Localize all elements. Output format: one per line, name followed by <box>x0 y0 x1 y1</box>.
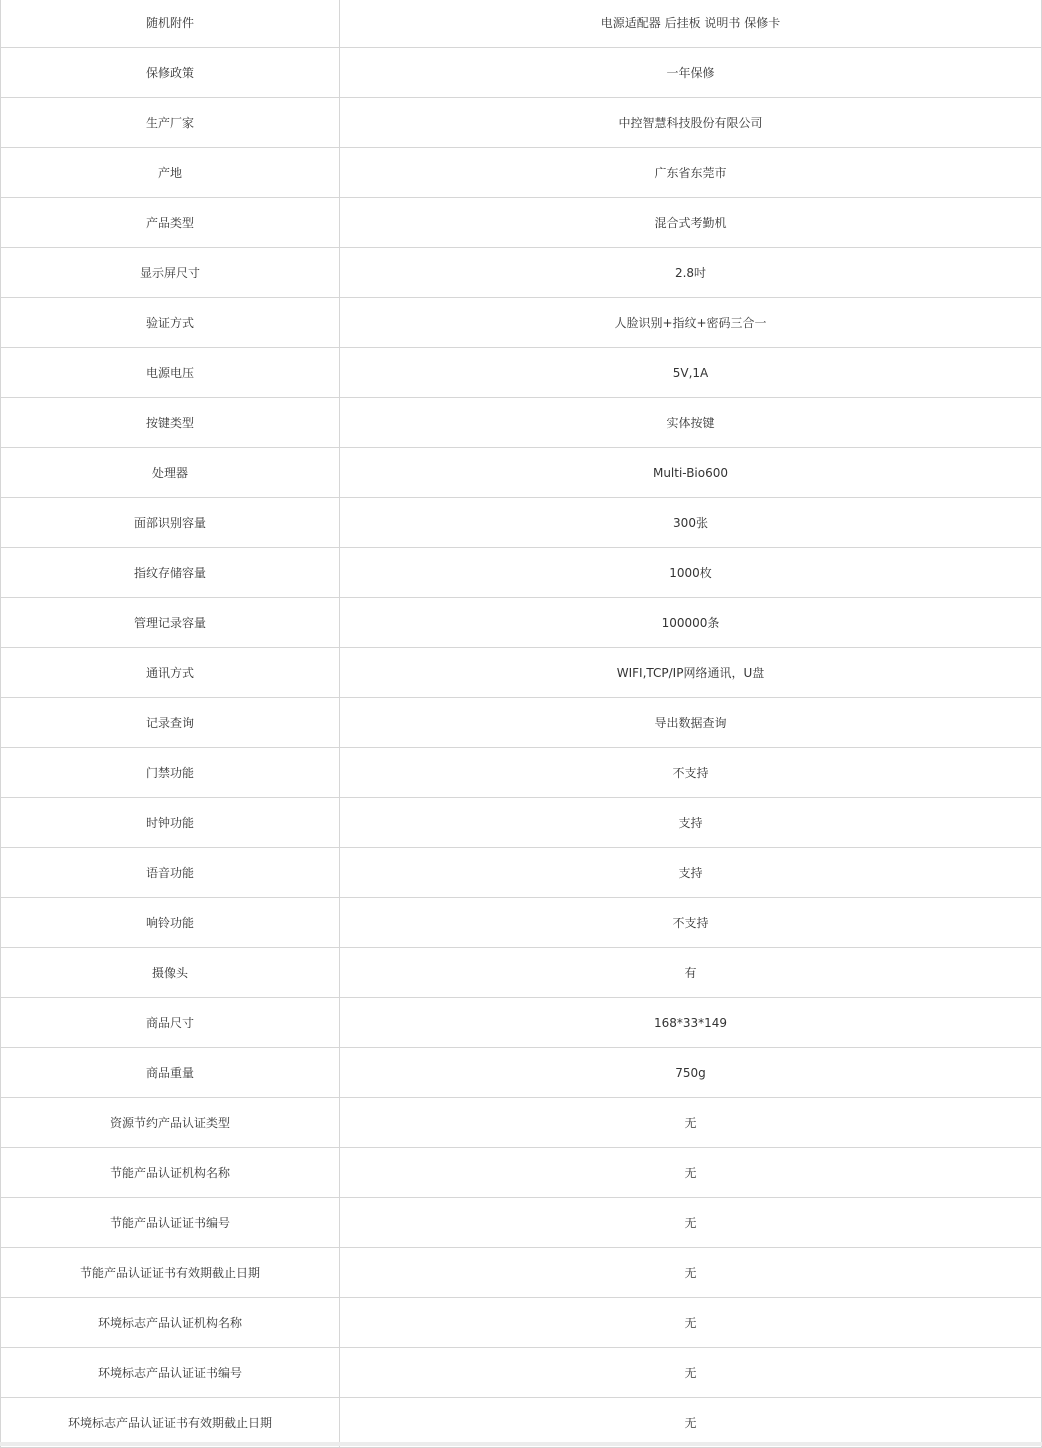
spec-value: 中控智慧科技股份有限公司 <box>340 98 1042 148</box>
spec-value: 无 <box>340 1098 1042 1148</box>
spec-value: 100000条 <box>340 598 1042 648</box>
spec-value: 不支持 <box>340 898 1042 948</box>
table-row <box>1 698 1042 748</box>
table-row <box>1 0 1042 48</box>
spec-label: 处理器 <box>1 448 340 498</box>
bottom-divider <box>0 1442 1042 1446</box>
spec-value: 支持 <box>340 798 1042 848</box>
spec-value: 300张 <box>340 498 1042 548</box>
spec-label: 商品尺寸 <box>1 998 340 1048</box>
spec-label: 生产厂家 <box>1 98 340 148</box>
table-row <box>1 98 1042 148</box>
table-row <box>1 48 1042 98</box>
spec-value: 无 <box>340 1198 1042 1248</box>
spec-value: 支持 <box>340 848 1042 898</box>
spec-label: 节能产品认证证书编号 <box>1 1198 340 1248</box>
table-row <box>1 1198 1042 1248</box>
table-row <box>1 1248 1042 1298</box>
spec-value: 人脸识别+指纹+密码三合一 <box>340 298 1042 348</box>
table-row <box>1 898 1042 948</box>
spec-label: 通讯方式 <box>1 648 340 698</box>
spec-label: 面部识别容量 <box>1 498 340 548</box>
spec-value: 无 <box>340 1248 1042 1298</box>
spec-label: 环境标志产品认证机构名称 <box>1 1298 340 1348</box>
table-row <box>1 848 1042 898</box>
table-row <box>1 748 1042 798</box>
spec-value: 实体按键 <box>340 398 1042 448</box>
spec-label: 记录查询 <box>1 698 340 748</box>
table-row <box>1 1098 1042 1148</box>
spec-label: 商品重量 <box>1 1048 340 1098</box>
spec-value: Multi-Bio600 <box>340 448 1042 498</box>
spec-label: 电源电压 <box>1 348 340 398</box>
spec-value: 混合式考勤机 <box>340 198 1042 248</box>
spec-value: 1000枚 <box>340 548 1042 598</box>
spec-label: 指纹存储容量 <box>1 548 340 598</box>
spec-value: 2.8吋 <box>340 248 1042 298</box>
table-row <box>1 598 1042 648</box>
spec-table-body <box>1 0 1042 1448</box>
table-row <box>1 998 1042 1048</box>
table-row <box>1 1348 1042 1398</box>
spec-label: 显示屏尺寸 <box>1 248 340 298</box>
table-row <box>1 398 1042 448</box>
spec-label: 摄像头 <box>1 948 340 998</box>
spec-label: 时钟功能 <box>1 798 340 848</box>
table-row <box>1 248 1042 298</box>
spec-value: 750g <box>340 1048 1042 1098</box>
table-row <box>1 348 1042 398</box>
spec-label: 环境标志产品认证证书编号 <box>1 1348 340 1398</box>
spec-label: 响铃功能 <box>1 898 340 948</box>
spec-label: 产地 <box>1 148 340 198</box>
table-row <box>1 648 1042 698</box>
table-row <box>1 298 1042 348</box>
spec-label: 按键类型 <box>1 398 340 448</box>
spec-value: 导出数据查询 <box>340 698 1042 748</box>
table-row <box>1 548 1042 598</box>
table-row <box>1 448 1042 498</box>
spec-value: 无 <box>340 1148 1042 1198</box>
table-row <box>1 148 1042 198</box>
spec-label: 产品类型 <box>1 198 340 248</box>
spec-label: 节能产品认证机构名称 <box>1 1148 340 1198</box>
spec-value: 一年保修 <box>340 48 1042 98</box>
spec-label: 验证方式 <box>1 298 340 348</box>
spec-value: 无 <box>340 1348 1042 1398</box>
spec-value: 无 <box>340 1298 1042 1348</box>
table-row <box>1 798 1042 848</box>
table-row <box>1 1298 1042 1348</box>
spec-label: 管理记录容量 <box>1 598 340 648</box>
table-row <box>1 498 1042 548</box>
spec-value: 5V,1A <box>340 348 1042 398</box>
spec-value: 无 <box>340 1398 1042 1448</box>
spec-label: 保修政策 <box>1 48 340 98</box>
spec-label: 语音功能 <box>1 848 340 898</box>
table-row <box>1 1048 1042 1098</box>
spec-value: 有 <box>340 948 1042 998</box>
spec-label: 随机附件 <box>1 0 340 48</box>
table-row <box>1 198 1042 248</box>
spec-value: 广东省东莞市 <box>340 148 1042 198</box>
spec-value: 电源适配器 后挂板 说明书 保修卡 <box>340 0 1042 48</box>
spec-label: 节能产品认证证书有效期截止日期 <box>1 1248 340 1298</box>
spec-value: WIFI,TCP/IP网络通讯，U盘 <box>340 648 1042 698</box>
spec-label: 环境标志产品认证证书有效期截止日期 <box>1 1398 340 1448</box>
table-row <box>1 1398 1042 1448</box>
spec-label: 门禁功能 <box>1 748 340 798</box>
spec-label: 资源节约产品认证类型 <box>1 1098 340 1148</box>
table-row <box>1 1148 1042 1198</box>
spec-value: 不支持 <box>340 748 1042 798</box>
table-row <box>1 948 1042 998</box>
spec-value: 168*33*149 <box>340 998 1042 1048</box>
